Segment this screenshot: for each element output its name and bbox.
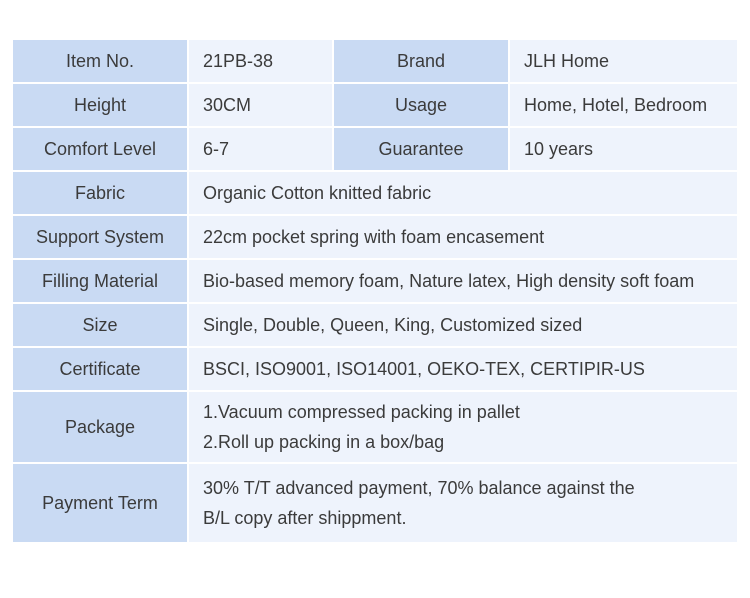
label-filling-material: Filling Material [13, 260, 189, 304]
label-comfort-level: Comfort Level [13, 128, 189, 172]
payment-term-line-2: B/L copy after shippment. [203, 508, 407, 528]
row-fabric [13, 172, 737, 216]
value-guarantee: 10 years [510, 128, 737, 172]
product-spec-table [13, 40, 737, 542]
label-support-system: Support System [13, 216, 189, 260]
label-certificate: Certificate [13, 348, 189, 392]
label-payment-term: Payment Term [13, 464, 189, 542]
row-comfort-level [13, 128, 737, 172]
label-usage: Usage [334, 84, 510, 128]
value-package [189, 392, 737, 464]
value-brand: JLH Home [510, 40, 737, 84]
package-line-1: 1.Vacuum compressed packing in pallet [203, 402, 520, 422]
payment-term-line-1: 30% T/T advanced payment, 70% balance against the [203, 478, 635, 498]
row-height [13, 84, 737, 128]
row-filling-material [13, 260, 737, 304]
label-fabric: Fabric [13, 172, 189, 216]
value-payment-term [189, 464, 737, 542]
label-brand: Brand [334, 40, 510, 84]
row-support-system [13, 216, 737, 260]
label-package: Package [13, 392, 189, 464]
value-fabric: Organic Cotton knitted fabric [189, 172, 737, 216]
label-item-no: Item No. [13, 40, 189, 84]
package-line-2: 2.Roll up packing in a box/bag [203, 432, 445, 452]
value-support-system: 22cm pocket spring with foam encasement [189, 216, 737, 260]
row-size [13, 304, 737, 348]
label-height: Height [13, 84, 189, 128]
label-guarantee: Guarantee [334, 128, 510, 172]
value-usage: Home, Hotel, Bedroom [510, 84, 737, 128]
value-item-no: 21PB-38 [189, 40, 334, 84]
value-comfort-level: 6-7 [189, 128, 334, 172]
row-package [13, 392, 737, 464]
value-size: Single, Double, Queen, King, Customized sized [189, 304, 737, 348]
row-item-no [13, 40, 737, 84]
value-height: 30CM [189, 84, 334, 128]
value-filling-material: Bio-based memory foam, Nature latex, High density soft foam [189, 260, 737, 304]
label-size: Size [13, 304, 189, 348]
row-payment-term [13, 464, 737, 542]
row-certificate [13, 348, 737, 392]
value-certificate: BSCI, ISO9001, ISO14001, OEKO-TEX, CERTIPIR-US [189, 348, 737, 392]
